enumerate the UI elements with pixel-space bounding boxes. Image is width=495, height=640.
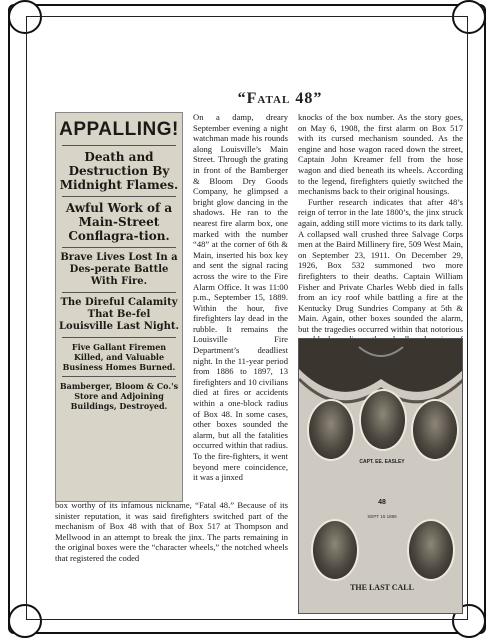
newspaper-clipping [55, 112, 183, 502]
article-column-1: On a damp, dreary September evening a night watchman made his rounds along Louisville’s Main Street. Through the grating in front of the Bamberger & Bloom Dry Goods Company, he glimpsed a bright glow dancing in the shadows. He ran to the nearest fire alarm box, one marked with the number “48” at the corner of 6th & Main, inserted his box key and sent the signal racing across the wire to the Fire Alarm Office. It was 11:00 p.m., September 15, 1889. Within the hour, five firefighters lay dead in the rubble. It remains the Louisville Fire Department’s deadliest night. In the 11-year period from 1886 to 1897, 13 firefighters and 10 civilians died at fires or accidents within a one-block radius of Box 48. In some cases, other boxes sounded the alarm, but all the fatalities occurred within that radius. To the fire-fighters, it went beyond mere coincidence, it was a jinxed [193, 112, 288, 483]
photo-caption: THE LAST CALL [350, 583, 414, 592]
article-column-2 [298, 112, 463, 356]
portrait [307, 399, 355, 461]
article-bottom-text: box worthy of its infamous nickname, “Fatal 48.” Because of its sinister reputation, it was said firefighters switched part of the mechanism of Box 48 with that of Box 517 at Thompson and Mellwood in an attempt to break the jinx. The parts remaining in the original boxes were the “character wheels,” the notched wheels that registered the coded [55, 500, 288, 563]
portrait [411, 399, 459, 461]
photo-label: CAPT. EE. EASLEY [359, 459, 405, 465]
clipping-line: Death and Destruction By Midnight Flames. [59, 150, 179, 192]
clipping-headline: APPALLING! [59, 119, 179, 140]
article-paragraph: Further research indicates that after 48’s reign of terror in the late 1800’s, the jinx struck again, adding still more victims to its dark tally. A collapsed wall crushed three Salvage Corps men at the Baird Millinery fire, 509 West Main, on September 23, 1911. On December 29, 1926, Box 532 summoned two more firefighters to their deaths. Captain William Fisher and Private Charles Webb died in falls from an icy roof while battling a fire at the Kentucky Drug Sundries Company at 5th & Main. Again, other boxes sounded the alarm, but the tragedies occurred within that notorious [298, 196, 463, 334]
photo-date: SEPT 15 1889 [367, 514, 397, 519]
article-title: “Fatal 48” [237, 90, 323, 107]
portrait [311, 519, 359, 581]
portrait [359, 389, 407, 451]
clipping-line: Bamberger, Bloom & Co.'s Store and Adjoining Buildings, Destroyed. [59, 381, 179, 411]
clipping-line: Awful Work of a Main-Street Conflagra-tion. [65, 201, 173, 243]
memorial-photo [298, 338, 463, 614]
box-number: 48 [378, 499, 386, 506]
clipping-line: The Direful Calamity That Be-fel Louisville Last Night. [59, 297, 179, 332]
clipping-line: Brave Lives Lost In a Des-perate Battle With Fire. [60, 252, 178, 287]
clipping-line: Five Gallant Firemen Killed, and Valuable Business Homes Burned. [62, 342, 176, 372]
article-paragraph: knocks of the box number. As the story goes, on May 6, 1908, the first alarm on Box 517 with its cursed mechanism sounded. As the engine and hose wagon raced down the street, Captain John Kreamer fell from the hose wagon and died beneath its wheels. According to the legend, firefighters quietly switched the mechanisms back to their original housings. [298, 112, 463, 197]
portrait [407, 519, 455, 581]
